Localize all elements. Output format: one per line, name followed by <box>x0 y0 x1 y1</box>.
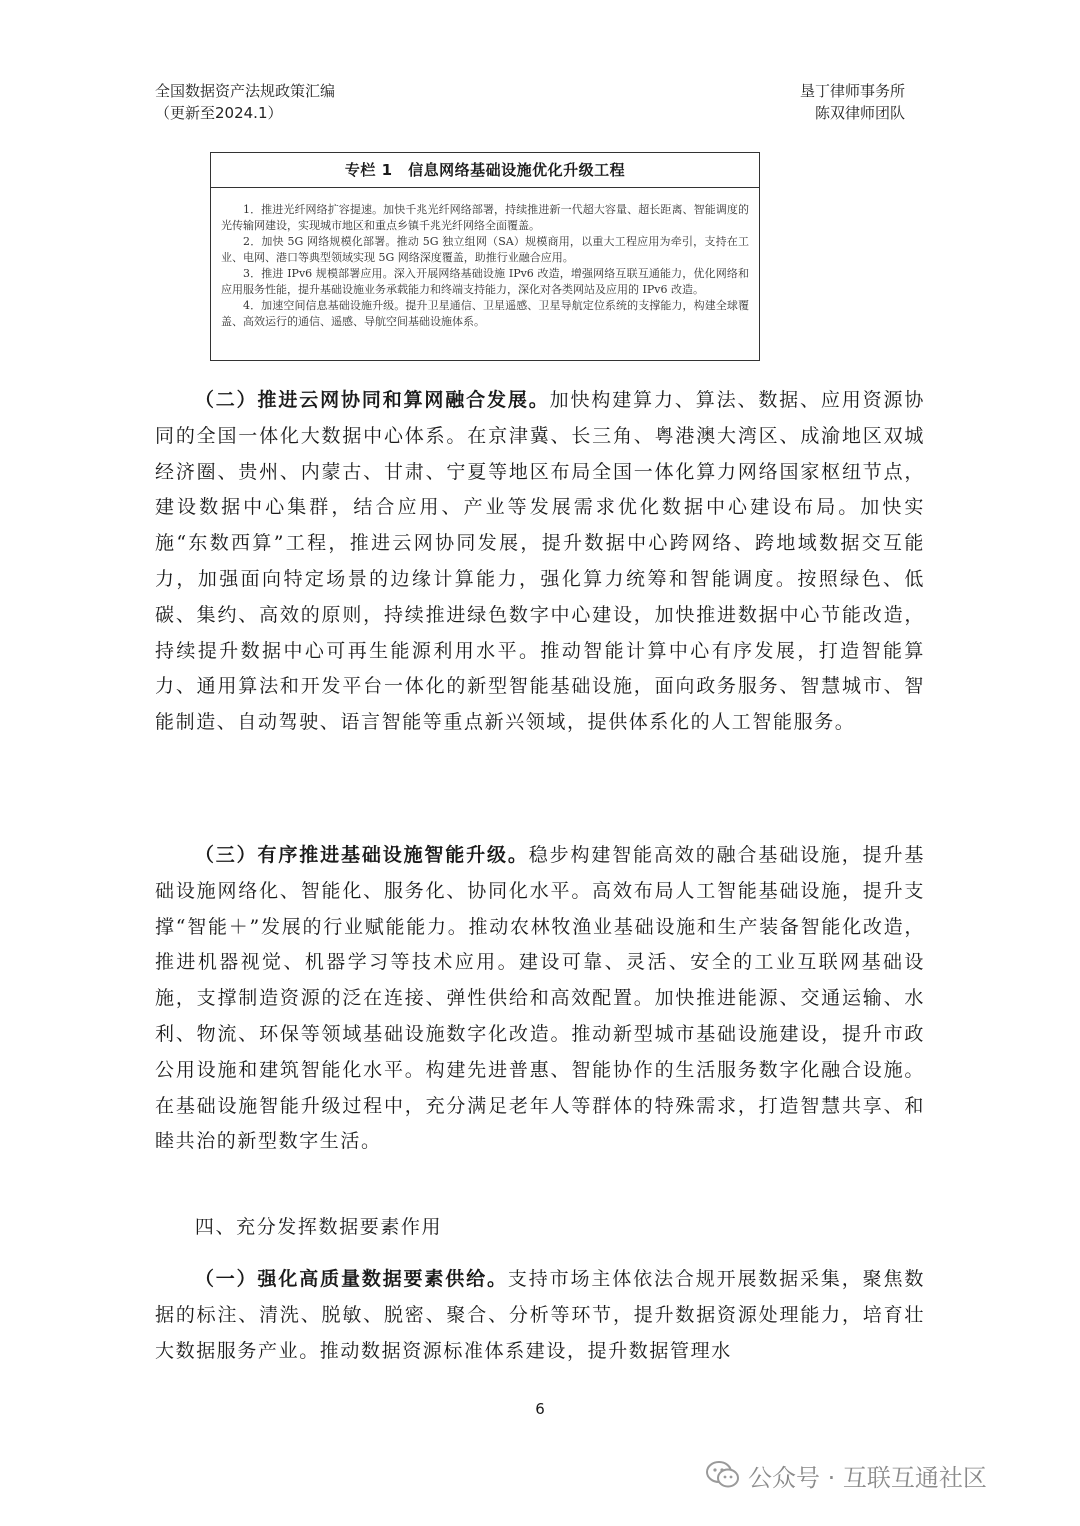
paragraph-section-2 <box>155 383 925 741</box>
paragraph-section-3 <box>155 838 925 1160</box>
sidebar-box <box>210 152 760 361</box>
box-item: 2．加快 5G 网络规模化部署。推动 5G 独立组网（SA）规模商用，以重大工程应用为牵引，支持在工业、电网、港口等典型领域实现 5G 网络深度覆盖，助推行业融合应用。 <box>221 235 749 264</box>
section-4-1-body: 支持市场主体依法合规开展数据采集，聚焦数据的标注、清洗、脱敏、脱密、聚合、分析等环节，提升数据资源处理能力，培育壮大数据服务产业。推动数据资源标准体系建设，提升数据管理水 <box>155 1268 925 1362</box>
paragraph-section-4-1 <box>155 1262 925 1369</box>
box-title: 专栏 1 信息网络基础设施优化升级工程 <box>211 153 759 188</box>
wechat-icon <box>706 1460 740 1490</box>
chapter-4-title-block <box>155 1210 925 1246</box>
page-number: 6 <box>535 1400 545 1418</box>
law-firm-name: 垦丁律师事务所 <box>799 82 905 100</box>
box-item: 1．推进光纤网络扩容提速。加快千兆光纤网络部署，持续推进新一代超大容量、超长距离、智能调度的光传输网建设，实现城市地区和重点乡镇千兆光纤网络全面覆盖。 <box>221 203 749 232</box>
section-2-heading: （二）推进云网协同和算网融合发展。 <box>194 389 550 411</box>
section-3-heading: （三）有序推进基础设施智能升级。 <box>194 844 529 866</box>
box-body <box>211 188 759 330</box>
box-item: 3．推进 IPv6 规模部署应用。深入开展网络基础设施 IPv6 改造，增强网络互联互通能力，优化网络和应用服务性能，提升基础设施业务承载能力和终端支持能力，深化对各类网站及应用的 IPv6 改造。 <box>221 267 749 296</box>
doc-header-left <box>155 80 335 124</box>
lawyer-team: 陈双律师团队 <box>814 104 905 122</box>
box-item: 4．加速空间信息基础设施升级。提升卫星通信、卫星遥感、卫星导航定位系统的支撑能力，构建全球覆盖、高效运行的通信、遥感、导航空间基础设施体系。 <box>221 299 749 328</box>
update-date: （更新至2024.1） <box>155 104 283 122</box>
chapter-4-title: 四、充分发挥数据要素作用 <box>194 1216 443 1238</box>
doc-header-right <box>800 80 905 124</box>
watermark-text: 公众号 · 互联互通社区 <box>748 1463 987 1492</box>
section-2-body: 加快构建算力、算法、数据、应用资源协同的全国一体化大数据中心体系。在京津冀、长三角、粤港澳大湾区、成渝地区双城经济圈、贵州、内蒙古、甘肃、宁夏等地区布局全国一体化算力网络国家枢纽节点，建设数据中心集群，结合应用、产业等发展需求优化数据中心建设布局。加快实施“东数西算”工程，推进云网协同发展，提升数据中心跨网络、跨地域数据交互能力，加强面向特定场景的边缘计算能力，强化算力统筹和智能调度。按照绿色、低碳、集约、高效的原则，持续推进绿色数字中心建设，加快推进数据中心节能改造，持续提升数据中心可再生能源利用水平。推动智能计算中心有序发展，打造智能算力、通用算法和开发平台一体化的新型智能基础设施，面向政务服务、智慧城市、智能制造、自动驾驶、语言智能等重点新兴领域，提供体系化的人工智能服务。 <box>155 389 925 734</box>
collection-title: 全国数据资产法规政策汇编 <box>155 82 336 100</box>
section-4-1-heading: （一）强化高质量数据要素供给。 <box>194 1268 508 1290</box>
section-3-body: 稳步构建智能高效的融合基础设施，提升基础设施网络化、智能化、服务化、协同化水平。高效布局人工智能基础设施，提升支撑“智能＋”发展的行业赋能能力。推动农林牧渔业基础设施和生产装备智能化改造，推进机器视觉、机器学习等技术应用。建设可靠、灵活、安全的工业互联网基础设施，支撑制造资源的泛在连接、弹性供给和高效配置。加快推进能源、交通运输、水利、物流、环保等领域基础设施数字化改造。推动新型城市基础设施建设，提升市政公用设施和建筑智能化水平。构建先进普惠、智能协作的生活服务数字化融合设施。在基础设施智能升级过程中，充分满足老年人等群体的特殊需求，打造智慧共享、和睦共治的新型数字生活。 <box>155 844 925 1153</box>
watermark <box>706 1455 987 1495</box>
